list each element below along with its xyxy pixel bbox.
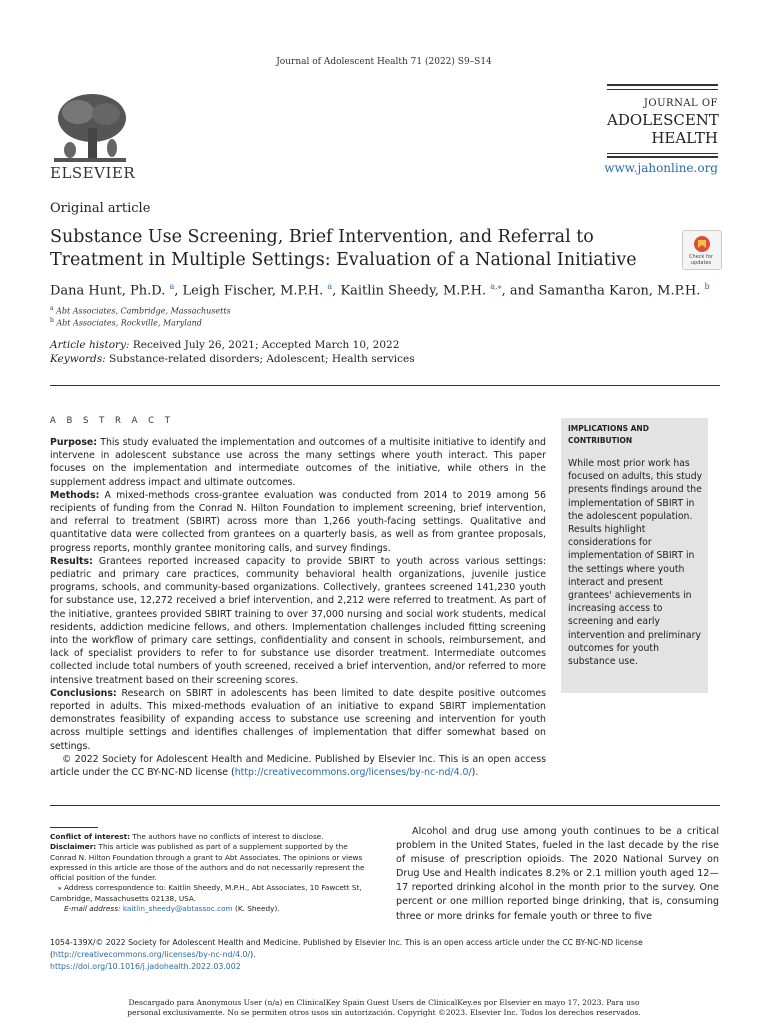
journal-logo-line1: JOURNAL OF — [643, 98, 718, 109]
article-title: Substance Use Screening, Brief Intervention, and Referral to Treatment in Multiple Settings: Evaluation of a National Initiative — [50, 227, 637, 270]
abstract-copyright: © 2022 Society for Adolescent Health and Medicine. Published by Elsevier Inc. This is an open access article under the CC BY-NC-ND license (http://creativecommons.org/licenses/by-nc-nd/4.0/). — [50, 753, 546, 779]
download-notice: Descargado para Anonymous User (n/a) en ClinicalKey Spain Guest Users de ClinicalKey.es por Elsevier en mayo 17, 2023. Para uso personal exclusivamente. No se permiten otros usos sin autorización. Copyright ©2023. Elsevier Inc. Todos los derechos reservados. — [127, 998, 641, 1017]
check-updates-label: Check for updates — [689, 254, 713, 266]
email-link[interactable]: kaitlin_sheedy@abtassoc.com — [122, 904, 233, 914]
check-updates-icon — [683, 231, 721, 255]
license-link[interactable]: http://creativecommons.org/licenses/by-nc-nd/4.0/ — [234, 767, 472, 779]
journal-rule — [607, 156, 718, 158]
article-type: Original article — [50, 201, 151, 216]
journal-logo-name — [607, 111, 718, 147]
abstract-purpose: Purpose: This study evaluated the implementation and outcomes of a multisite initiative to identify and intervene in adolescent substance use across the many settings where youth interact. This paper focuses on the implementation and intermediate outcomes of the initiative, while others in the supplement address impact and ultimate outcomes. — [50, 437, 546, 488]
implications-heading: IMPLICATIONS AND CONTRIBUTION — [568, 424, 649, 445]
section-divider — [50, 805, 720, 806]
article-history: Article history: Received July 26, 2021; Accepted March 10, 2022 — [50, 339, 400, 351]
affiliation: $^b$ Abt Associates, Rockville, Maryland — [50, 317, 202, 328]
author-affiliation-link[interactable]: b — [704, 282, 710, 291]
keywords: Keywords: Substance-related disorders; Adolescent; Health services — [50, 353, 415, 365]
abstract-results: Results: Grantees reported increased capacity to provide SBIRT to youth across various settings: pediatric and primary care practices, community behavioral health organizations, juvenile justice programs, schools, and community-based organizations. Collectively, grantees screened 141,230 youth for substance use, 12,272 received a brief intervention, and 2,212 were referred to treatment. As part of the initiative, grantees provided SBIRT training to over 37,000 nursing and social work students, medical residents, addiction medicine fellows, and others. Implementation challenges included fitting screening into the workflow of primary care settings, confidentiality and consent in schools, reimbursement, and lack of specialist providers to refer to for substance use disorder treatment. Intermediate outcomes collected include total numbers of youth screened, received a brief intervention, and/or referred to more intensive treatment based on their screening scores. — [50, 555, 546, 686]
journal-rule — [607, 84, 718, 86]
author-name: Leigh Fischer, M.P.H. — [182, 283, 324, 299]
journal-rule — [607, 153, 718, 154]
section-divider — [50, 385, 720, 386]
implications-text: While most prior work has focused on adults, this study presents findings around the implementation of SBIRT in the adolescent population. Results highlight considerations for implementation of SBIRT in the settings where youth interact and present grantees' achievements in increasing access to screening and early intervention and preliminary outcomes for youth substance use. — [568, 458, 703, 668]
author-name: Samantha Karon, M.P.H. — [538, 283, 701, 299]
affiliation: $^a$ Abt Associates, Cambridge, Massachusetts — [50, 305, 231, 316]
author-affiliation-link[interactable]: a — [327, 282, 333, 291]
conflict-of-interest: Conflict of interest: The authors have no conflicts of interest to disclose. — [50, 832, 324, 841]
correspondence-email: E-mail address: kaitlin_sheedy@abtassoc.com (K. Sheedy). — [64, 904, 280, 914]
journal-citation: Journal of Adolescent Health 71 (2022) S9–S14 — [276, 57, 492, 67]
author-list: Dana Hunt, Ph.D. $^a$, Leigh Fischer, M.P.H. $^a$, Kaitlin Sheedy, M.P.H. $^{a,⁎}$, and Samantha Karon, M.P.H. $^b$ — [50, 282, 710, 299]
journal-rule — [607, 89, 718, 90]
abstract-conclusions: Conclusions: Research on SBIRT in adolescents has been limited to date despite positive outcomes reported in adults. This mixed-methods evaluation of an initiative to expand SBIRT implementation demonstrates feasibility of expanding access to substance use screening and intervention for youth across multiple settings and identifies challenges of implementation that differ somewhat based on settings. — [50, 687, 546, 752]
footnote-rule — [50, 827, 98, 828]
publisher-name: ELSEVIER — [50, 164, 136, 182]
correspondence-address: ⁎ Address correspondence to: Kaitlin Sheedy, M.P.H., Abt Associates, 10 Fawcett St, Cambridge, Massachusetts 02138, USA. — [50, 883, 362, 903]
disclaimer: Disclaimer: This article was published as part of a supplement supported by the Conrad N. Hilton Foundation through a grant to Abt Associates. The opinions or views expressed in this article are those of the authors and do not necessarily represent the official position of the funder. — [50, 842, 365, 883]
footnotes — [50, 832, 376, 914]
issn-line: 1054-139X/© 2022 Society for Adolescent Health and Medicine. Published by Elsevier Inc. This is an open access article under the CC BY-NC-ND license (http://creativecommons.org/licenses/by-nc-nd/4.0/). https://doi.org/10.1016/j.jadohealth.2022.03.002 — [50, 938, 643, 971]
journal-url-link[interactable]: www.jahonline.org — [604, 161, 718, 175]
author-affiliation-link[interactable]: a,⁎ — [490, 282, 502, 291]
abstract-methods: Methods: A mixed-methods cross-grantee evaluation was conducted from 2014 to 2019 among 56 recipients of funding from the Conrad N. Hilton Foundation to implement screening, brief intervention, and referral to treatment (SBIRT) across more than 1,266 youth-facing settings. Qualitative and quantitative data were collected from grantees on a quarterly basis, as well as from grantee proposals, progress reports, monthly grantee monitoring calls, and survey findings. — [50, 489, 546, 554]
journal-logo-line2: ADOLESCENT — [607, 111, 719, 129]
author-affiliation-link[interactable]: a — [169, 282, 175, 291]
author-name: Dana Hunt, Ph.D. — [50, 283, 166, 299]
author-name: Kaitlin Sheedy, M.P.H. — [340, 283, 487, 299]
abstract-heading: A B S T R A C T — [50, 416, 174, 426]
license-link[interactable]: http://creativecommons.org/licenses/by-nc-nd/4.0/ — [53, 950, 251, 959]
doi-link[interactable]: https://doi.org/10.1016/j.jadohealth.2022.03.002 — [50, 962, 241, 971]
abstract-body — [50, 436, 546, 779]
introduction-text: Alcohol and drug use among youth continues to be a critical problem in the United States, fueled in the last decade by the rise of misuse of prescription opioids. The 2020 National Survey on Drug Use and Health indicates 8.2% or 2.1 million youth aged 12—17 reported drinking alcohol in the month prior to the survey. One percent or one million reported binge drinking, that is, consuming three or more drinks for female youth or three to five — [396, 826, 719, 922]
journal-logo-line3: HEALTH — [651, 129, 718, 147]
